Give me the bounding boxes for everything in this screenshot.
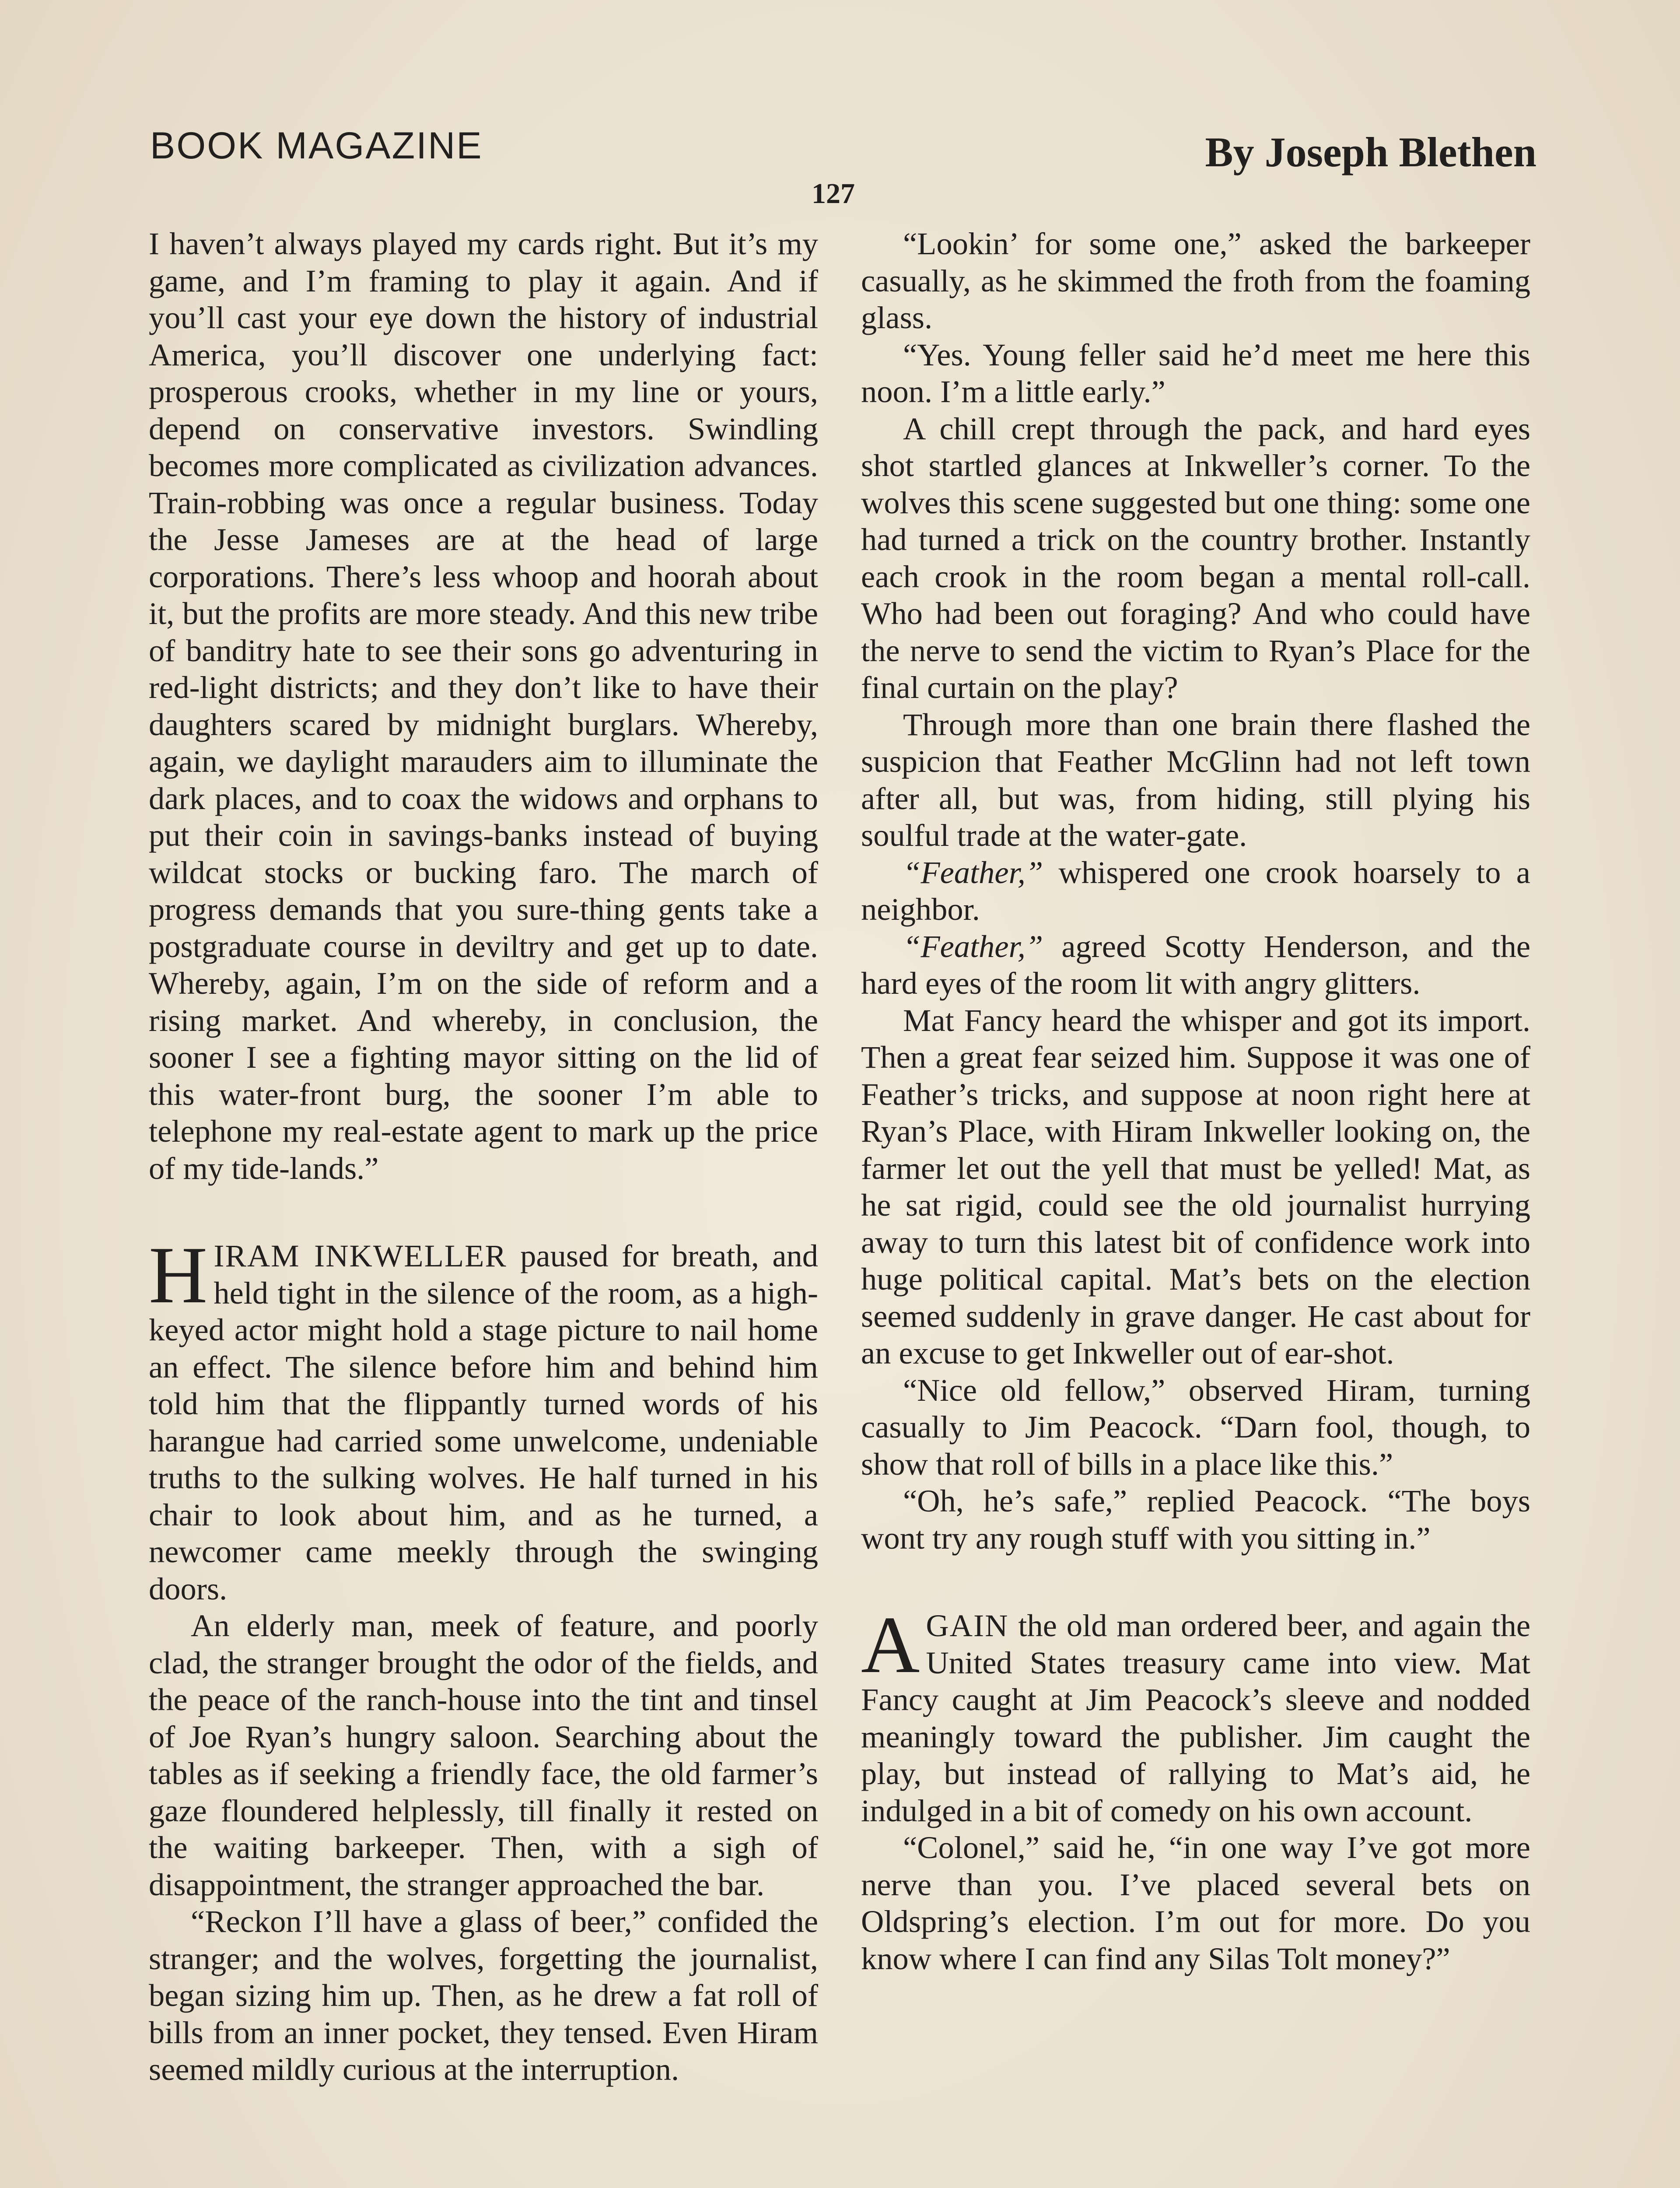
left-column [149, 225, 818, 2088]
paragraph: I haven’t always played my cards right. But it’s my game, and I’m framing to play it again. And if you’ll cast your eye down the history of industrial America, you’ll discover one underlying fact: prosperous crooks, whether in my line or yours, depend on conservative investors. Swindling becomes more complicated as civilization advances. Train-robbing was once a regular business. Today the Jesse Jameses are at the head of large corporations. There’s less whoop and hoorah about it, but the profits are more steady. And this new tribe of banditry hate to see their sons go adventuring in red-light districts; and they don’t like to have their daughters scared by midnight burglars. Whereby, again, we daylight marauders aim to illuminate the dark places, and to coax the widows and orphans to put their coin in savings-banks instead of buying wildcat stocks or bucking faro. The march of progress demands that you sure-thing gents take a postgraduate course in deviltry and get up to date. Whereby, again, I’m on the side of reform and a rising market. And whereby, in conclusion, the sooner I see a fighting mayor sitting on the lid of this water-front burg, the sooner I’m able to telephone my real-estate agent to mark up the price of my tide-lands.” [149, 226, 818, 1186]
author-byline: By Joseph Blethen [1205, 129, 1536, 175]
right-column [861, 225, 1530, 1977]
lead-in-caps: IRAM INKWELLER [214, 1238, 507, 1273]
drop-cap: A [861, 1600, 920, 1690]
paragraph: “Colonel,” said he, “in one way I’ve got more nerve than you. I’ve placed several bets on Oldspring’s election. I’m out for more. Do you know where I can find any Silas Tolt money?” [861, 1830, 1530, 1976]
drop-cap: H [149, 1230, 208, 1320]
paragraph: An elderly man, meek of feature, and poorly clad, the stranger brought the odor of the fields, and the peace of the ranch-house into the tint and tinsel of Joe Ryan’s hungry saloon. Searching about the tables as if seeking a friendly face, the old farmer’s gaze floundered helplessly, till finally it rested on the waiting barkeeper. Then, with a sigh of disappointment, the stranger approached the bar. [149, 1608, 818, 1902]
paragraph: “Nice old fellow,” observed Hiram, turning casually to Jim Peacock. “Darn fool, though, to show that roll of bills in a place like this.” [861, 1372, 1530, 1482]
paragraph-text: paused for breath, and held tight in the silence of the room, as a high-keyed actor might hold a stage picture to nail home an effect. The silence before him and behind him told him that the flippantly turned words of his harangue had carried some unwelcome, undeniable truths to the sulking wolves. He half turned in his chair to look about him, and as he turned, a newcomer came meekly through the swinging doors. [149, 1238, 819, 1606]
paragraph: Through more than one brain there flashed the suspicion that Feather McGlinn had not left town after all, but was, from hiding, still plying his soulful trade at the water-gate. [861, 706, 1530, 853]
italic-name: “Feather,” [903, 854, 1043, 890]
paragraph: “Yes. Young feller said he’d meet me here this noon. I’m a little early.” [861, 337, 1530, 409]
page-number: 127 [812, 178, 855, 210]
paragraph: “Reckon I’ll have a glass of beer,” confided the stranger; and the wolves, forgetting the journalist, began sizing him up. Then, as he drew a fat roll of bills from an inner pocket, they tensed. Even Hiram seemed mildly curious at the interruption. [149, 1904, 818, 2087]
paragraph: Mat Fancy heard the whisper and got its import. Then a great fear seized him. Suppose it was one of Feather’s tricks, and suppose at noon right here at Ryan’s Place, with Hiram Inkweller looking on, the farmer let out the yell that must be yelled! Mat, as he sat rigid, could see the old journalist hurrying away to turn this latest bit of confidence work into huge political capital. Mat’s bets on the election seemed suddenly in grave danger. He cast about for an excuse to get Inkweller out of ear-shot. [861, 1002, 1530, 1371]
paragraph-text: the old man ordered beer, and again the United States treasury came into view. Mat Fancy caught at Jim Peacock’s sleeve and nodded meaningly toward the publisher. Jim caught the play, but instead of rallying to Mat’s aid, he indulged in a bit of comedy on his own account. [861, 1608, 1530, 1828]
paragraph-text: agreed Scotty Henderson, and the hard eyes of the room lit with angry glitters. [861, 928, 1530, 1001]
paragraph [861, 928, 1530, 1002]
paragraph-section-start [861, 1600, 1530, 1829]
paragraph-text: whispered one crook hoarsely to a neighbor. [861, 854, 1530, 927]
paragraph: “Lookin’ for some one,” asked the barkeeper casually, as he skimmed the froth from the foaming glass. [861, 226, 1530, 335]
italic-name: “Feather,” [903, 928, 1043, 964]
paragraph: A chill crept through the pack, and hard eyes shot startled glances at Inkweller’s corner. To the wolves this scene suggested but one thing: some one had turned a trick on the country brother. Instantly each crook in the room began a mental roll-call. Who had been out foraging? And who could have the nerve to send the victim to Ryan’s Place for the final curtain on the play? [861, 410, 1530, 705]
paragraph: “Oh, he’s safe,” replied Peacock. “The boys wont try any rough stuff with you sitting in.” [861, 1483, 1530, 1556]
magazine-title: BOOK MAGAZINE [150, 125, 483, 167]
paragraph-section-start [149, 1230, 819, 1607]
lead-in-caps: GAIN [926, 1608, 1009, 1643]
paragraph [861, 854, 1530, 928]
